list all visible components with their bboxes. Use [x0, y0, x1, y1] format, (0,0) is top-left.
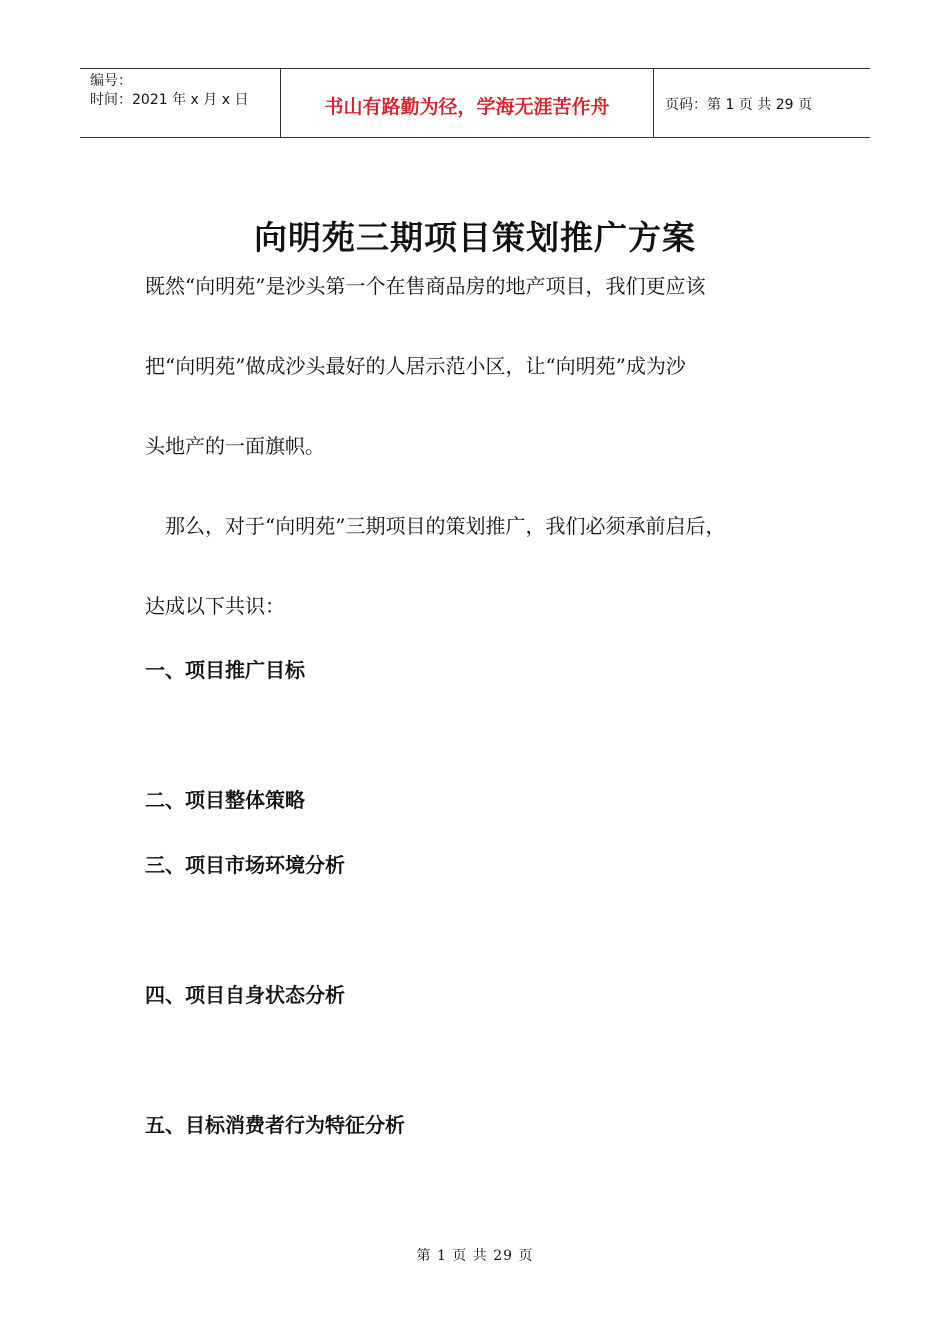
header-page-info: 页码：第 1 页 共 29 页 [665, 97, 812, 113]
document-title: 向明苑三期项目策划推广方案 [254, 218, 696, 257]
section-heading-5: 五、目标消费者行为特征分析 [145, 1113, 405, 1137]
page-header [80, 68, 870, 138]
page-footer: 第 1 页 共 29 页 [416, 1248, 534, 1264]
body-paragraph: 达成以下共识： [145, 594, 285, 618]
header-meta-cell [80, 69, 281, 137]
header-page-cell [654, 69, 870, 137]
body-paragraph: 头地产的一面旗帜。 [145, 434, 325, 458]
serial-number-label: 编号： [90, 73, 132, 89]
section-heading-4: 四、项目自身状态分析 [145, 983, 345, 1007]
section-heading-2: 二、项目整体策略 [145, 788, 305, 812]
header-motto: 书山有路勤为径，学海无涯苦作舟 [324, 95, 610, 118]
date-label: 时间：2021 年 x 月 x 日 [90, 92, 249, 108]
body-paragraph: 把“向明苑”做成沙头最好的人居示范小区，让“向明苑”成为沙 [145, 354, 686, 378]
section-heading-1: 一、项目推广目标 [145, 658, 305, 682]
header-motto-cell [281, 69, 654, 137]
section-heading-3: 三、项目市场环境分析 [145, 853, 345, 877]
body-paragraph: 那么，对于“向明苑”三期项目的策划推广，我们必须承前启后， [145, 514, 726, 538]
body-paragraph: 既然“向明苑”是沙头第一个在售商品房的地产项目，我们更应该 [145, 274, 706, 298]
